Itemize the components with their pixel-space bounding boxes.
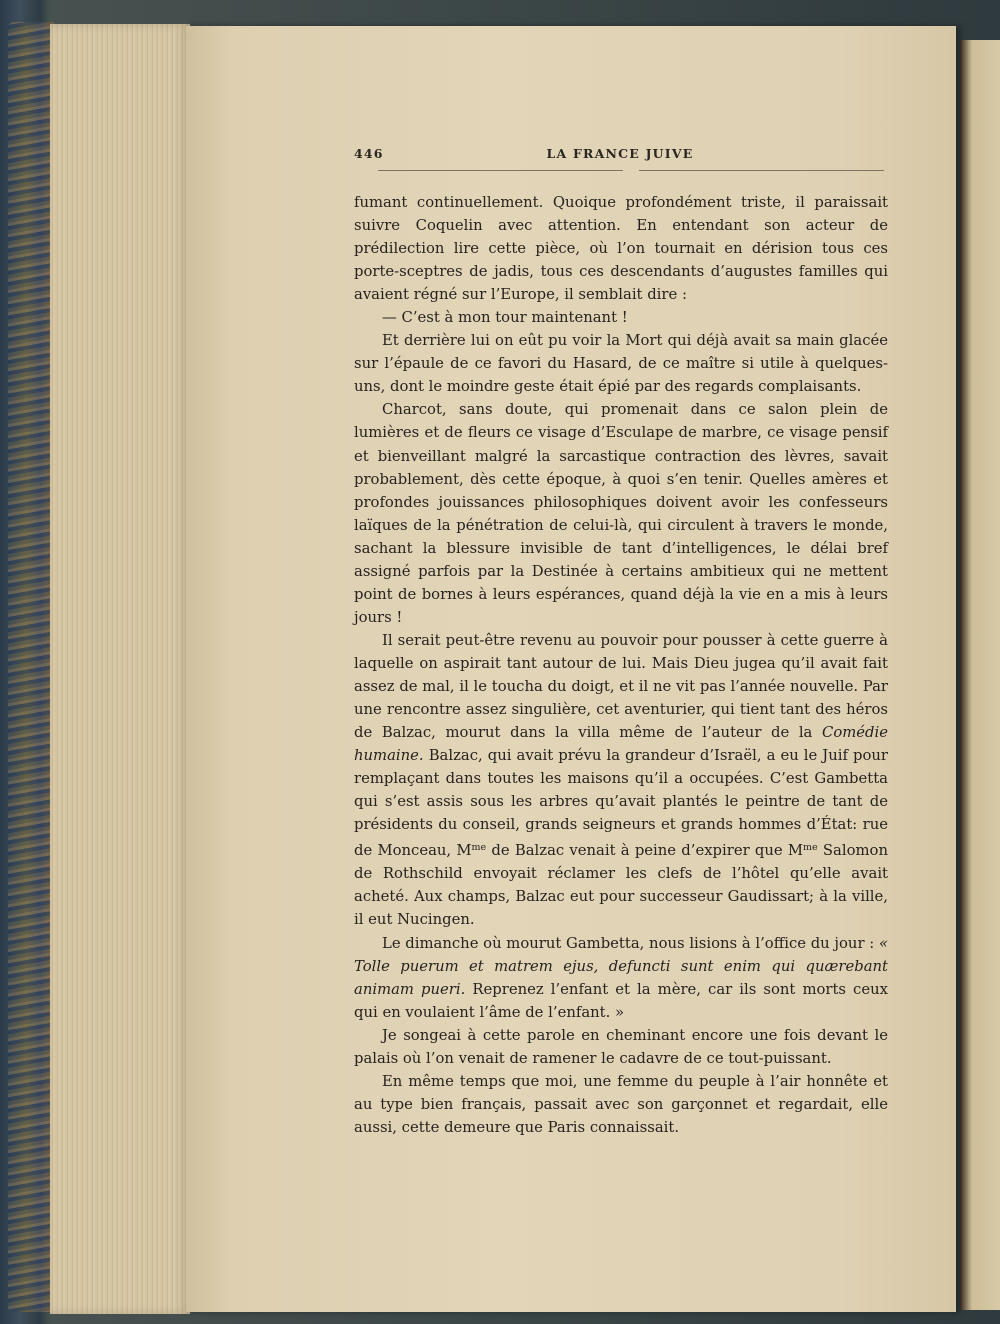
paragraph-6-text-a: Le dimanche où mourut Gambetta, nous lisions à l’office du jour : (382, 934, 875, 952)
paragraph-5-sup-1: me (471, 842, 487, 854)
paragraph-5-text-a: Il serait peut-être revenu au pouvoir pour pousser à cette guerre à laquelle on aspirait tant autour de lui. Mais Dieu jugea qu’il avait fait assez de mal, il le toucha du doigt, et il ne vit pas l’année nouvelle. Par une rencontre assez singulière, cet aventurier, qui tient tant des héros de Balzac, mourut dans la villa même de l’auteur de la (354, 631, 888, 742)
paragraph-5-text-d: Salomon de Rothschild envoyait réclamer les clefs de l’hôtel qu’elle avait acheté. Aux champs, Balzac eut pour successeur Gaudissart; à la ville, il eut Nucingen. (354, 842, 888, 929)
paragraph-7: Je songeai à cette parole en cheminant encore une fois devant le palais où l’on venait de ramener le cadavre de ce tout-puissant. (354, 1026, 888, 1067)
page-number: 446 (354, 146, 384, 161)
facing-page-edge (960, 40, 1000, 1310)
paragraph-1: fumant continuellement. Quoique profondément triste, il paraissait suivre Coquelin avec attention. En entendant son acteur de prédilection lire cette pièce, où l’on tournait en dérision tous ces porte-sceptres de jadis, tous ces descendants d’augustes familles qui avaient régné sur l’Europe, il semblait dire : (354, 194, 888, 304)
paragraph-4: Charcot, sans doute, qui promenait dans ce salon plein de lumières et de fleurs ce visage d’Esculape de marbre, ce visage pensif et bienveillant malgré la sarcastique contraction des lèvres, savait probablement, dès cette époque, à quoi s’en tenir. Quelles amères et profondes jouissances philosophiques doivent avoir les confesseurs laïques de la pénétration de celui-là, qui circulent à travers le monde, sachant la blessure invisible de tant d’intelligences, le délai bref assigné parfois par la Destinée à certains ambitieux qui ne mettent point de bornes à leurs espérances, quand déjà la vie en a mis à leurs jours ! (354, 401, 888, 626)
head-rule-left (378, 170, 623, 171)
marbled-book-cover (8, 22, 54, 1312)
paragraph-6 (354, 932, 888, 1024)
running-head (354, 146, 886, 168)
page-body (354, 191, 888, 1139)
paragraph-5-text-c: de Balzac venait à peine d’expirer que M (491, 842, 804, 860)
paragraph-3: Et derrière lui on eût pu voir la Mort qui déjà avait sa main glacée sur l’épaule de ce favori du Hasard, de ce maître si utile à quelques-uns, dont le moindre geste était épié par des regards complaisants. (354, 332, 888, 396)
paragraph-8: En même temps que moi, une femme du peuple à l’air honnête et au type bien français, passait avec son garçonnet et regardait, elle aussi, cette demeure que Paris connaissait. (354, 1072, 888, 1136)
paragraph-2: — C’est à mon tour maintenant ! (382, 309, 628, 327)
paragraph-5-sup-2: me (803, 842, 818, 854)
running-title: LA FRANCE JUIVE (546, 146, 694, 161)
paragraph-5-text-b: Balzac, qui avait prévu la grandeur d’Israël, a eu le Juif pour remplaçant dans toutes les maisons qu’il a occupées. C’est Gambetta qui s’est assis sous les arbres qu’avait plantés le peintre de tant de présidents du conseil, grands seigneurs et grands hommes d’État: rue de Monceau, M (354, 747, 888, 860)
paragraph-5-book-title: Comédie humaine. (354, 724, 888, 765)
paragraph-5 (354, 629, 888, 932)
paragraph-6-latin-quote: « Tolle puerum et matrem ejus, defuncti sunt enim qui quærebant animam pueri. (354, 934, 888, 998)
page-edges (50, 24, 190, 1314)
head-rule-right (639, 170, 884, 171)
paragraph-6-text-b: Reprenez l’enfant et la mère, car ils sont morts ceux qui en voulaient l’âme de l’enfant. » (354, 980, 888, 1021)
